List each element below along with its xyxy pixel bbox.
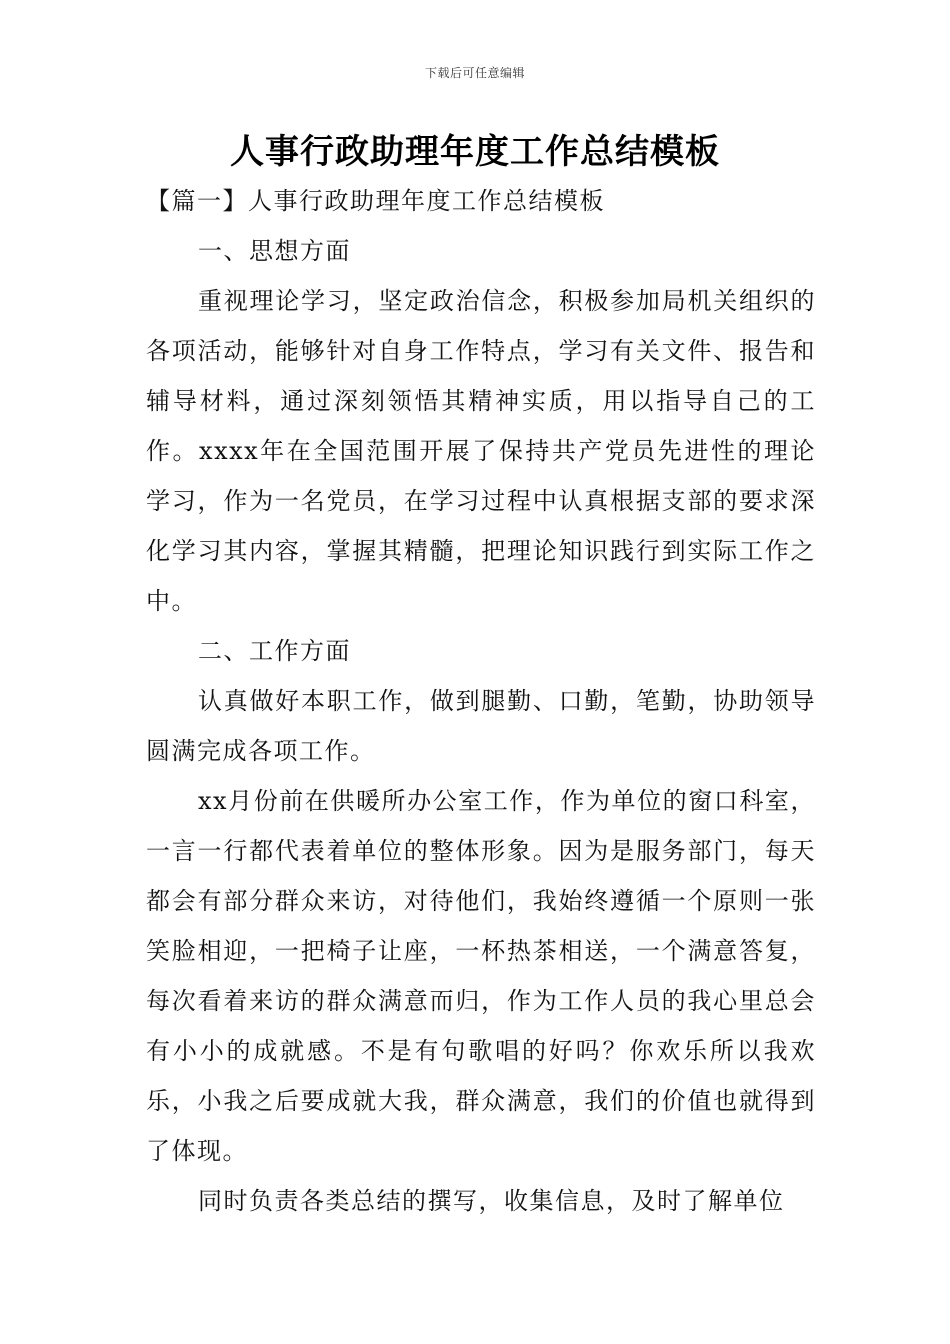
- document-title: 人事行政助理年度工作总结模板: [230, 132, 720, 172]
- paragraph-office: xx月份前在供暖所办公室工作，作为单位的窗口科室，一言一行都代表着单位的整体形象。因为是服务部门，每天都会有部分群众来访，对待他们，我始终遵循一个原则一张笑脸相迎，一把椅子让座，一杯热茶相送，一个满意答复，每次看着来访的群众满意而归，作为工作人员的我心里总会有小小的成就感。不是有句歌唱的好吗？你欢乐所以我欢乐，小我之后要成就大我，群众满意，我们的价值也就得到了体现。: [146, 787, 816, 1165]
- heading-work: 二、工作方面: [198, 637, 351, 665]
- paragraph-duty: 认真做好本职工作，做到腿勤、口勤，笔勤，协助领导圆满完成各项工作。: [146, 687, 816, 765]
- paragraph-ideology: 重视理论学习，坚定政治信念，积极参加局机关组织的各项活动，能够针对自身工作特点，学习有关文件、报告和辅导材料，通过深刻领悟其精神实质，用以指导自己的工作。xxxx年在全国范围开展了保持共产党员先进性的理论学习，作为一名党员，在学习过程中认真根据支部的要求深化学习其内容，掌握其精髓，把理论知识践行到实际工作之中。: [146, 287, 816, 615]
- header-note: 下载后可任意编辑: [424, 66, 525, 80]
- document-body: [146, 176, 816, 1226]
- heading-ideology: 一、思想方面: [198, 237, 351, 265]
- paragraph-summary: 同时负责各类总结的撰写，收集信息，及时了解单位: [198, 1187, 785, 1215]
- section-subtitle: 【篇一】人事行政助理年度工作总结模板: [146, 187, 605, 215]
